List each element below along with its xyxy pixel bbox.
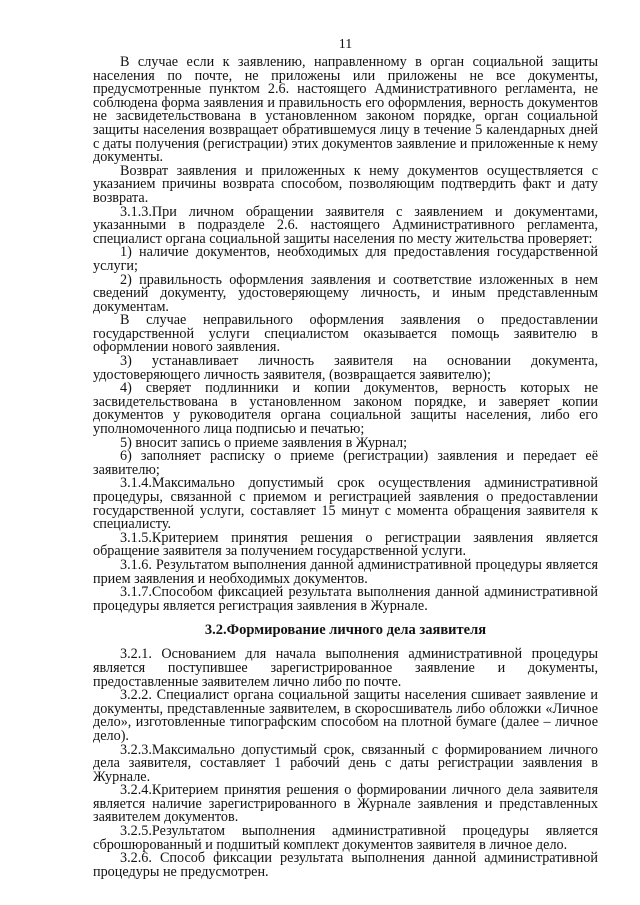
paragraph: Возврат заявления и приложенных к нему документов осуществляется с указанием причины возврата способом, позволяющим подтвердить факт и дату возврата. [93, 162, 598, 206]
list-item: 2) правильность оформления заявления и соответствие изложенных в нем сведений документу, удостоверяющему личность, и иным представленным документам. [93, 271, 598, 315]
paragraph: В случае если к заявлению, направленному в орган социальной защиты населения по почте, не приложены или приложены не все документы, предусмотренные пунктом 2.6. настоящего Административного регламента, не соблюдена форма заявления и правильность его оформления, верность документов не засвидетельствована в установленном законом порядке, орган социальной защиты населения возвращает обратившемуся лицу в течение 5 календарных дней с даты получения (регистрации) этих документов заявление и приложенные к нему документы. [93, 54, 598, 166]
section-heading: 3.2.Формирование личного дела заявителя [204, 622, 487, 639]
paragraph: 3.2.1. Основанием для начала выполнения административной процедуры является поступившее зарегистрированное заявление и документы, предоставленные заявителем лично либо по почте. [93, 646, 598, 690]
paragraph: 3.2.4.Критерием принятия решения о формировании личного дела заявителя является наличие зарегистрированного в Журнале заявления и представленных заявителем документов. [93, 782, 598, 826]
paragraph: 3.2.6. Способ фиксации результата выполнения данной административной процедуры не предусмотрен. [93, 850, 598, 880]
list-item: 6) заполняет расписку о приеме (регистрации) заявления и передает её заявителю; [93, 448, 598, 478]
paragraph: 3.1.4.Максимально допустимый срок осуществления административной процедуры, связанной с приемом и регистрацией заявления о предоставлении государственной услуги, составляет 15 минут с момента обращения заявителя к специалисту. [93, 475, 598, 533]
paragraph: 3.1.3.При личном обращении заявителя с заявлением и документами, указанными в подразделе 2.6. настоящего Административного регламента, специалист органа социальной защиты населения по месту жительства проверяет: [93, 203, 598, 247]
paragraph: 3.2.3.Максимально допустимый срок, связанный с формированием личного дела заявителя, составляет 1 рабочий день с даты регистрации заявления в Журнале. [93, 741, 598, 785]
document-body [93, 56, 598, 879]
list-item: 1) наличие документов, необходимых для предоставления государственной услуги; [93, 244, 598, 274]
paragraph: В случае неправильного оформления заявления о предоставлении государственной услуги специалистом оказывается помощь заявителю в оформлении нового заявления. [93, 312, 598, 356]
list-item: 5) вносит запись о приеме заявления в Журнал; [120, 434, 408, 451]
paragraph: 3.2.5.Результатом выполнения административной процедуры является сброшюрованный и подшитый комплект документов заявителя в личное дело. [93, 823, 598, 853]
page-number: 11 [338, 37, 353, 52]
list-item: 3) устанавливает личность заявителя на основании документа, удостоверяющего личность заявителя, (возвращается заявителю); [93, 353, 598, 383]
paragraph: 3.1.7.Способом фиксацией результата выполнения данной административной процедуры является регистрация заявления в Журнале. [93, 584, 598, 614]
paragraph: 3.2.2. Специалист органа социальной защиты населения сшивает заявление и документы, представленные заявителем, в скоросшиватель либо обложки «Личное дело», изготовленные типографским способом на плотной бумаге (далее – личное дело). [93, 687, 598, 744]
paragraph: 3.1.6. Результатом выполнения данной административной процедуры является прием заявления и необходимых документов. [93, 556, 598, 587]
list-item: 4) сверяет подлинники и копии документов, верность которых не засвидетельствована в установленном законом порядке, и заверяет копии документов у руководителя органа социальной защиты населения, либо его уполномоченного лица подписью и печатью; [93, 380, 598, 438]
paragraph: 3.1.5.Критерием принятия решения о регистрации заявления является обращение заявителя за получением государственной услуги. [93, 529, 598, 560]
